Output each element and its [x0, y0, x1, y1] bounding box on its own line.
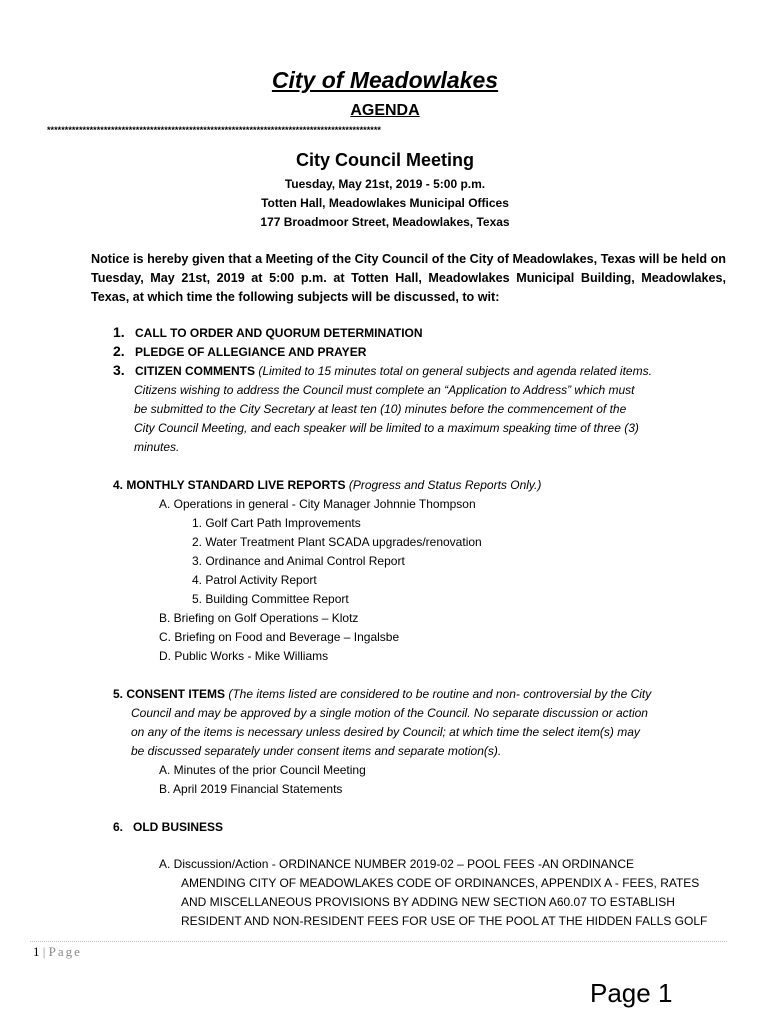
item-4-sub-a: A. Operations in general - City Manager Johnnie Thompson: [159, 497, 476, 511]
meeting-location: Totten Hall, Meadowlakes Municipal Offices: [261, 196, 509, 210]
item-3-first-line: [135, 362, 652, 381]
item-number: 1.: [113, 324, 125, 340]
page-word: Page: [48, 944, 82, 959]
page-label: Page 1: [590, 978, 673, 1008]
footer-page-number: [33, 944, 82, 960]
item-5-text-line: (The items listed are considered to be routine and non- controversial by the City: [228, 687, 652, 701]
agenda-item-1: [113, 323, 125, 343]
item-4-a-subitem: 3. Ordinance and Animal Control Report: [192, 554, 405, 568]
item-4-a-subitem: 2. Water Treatment Plant SCADA upgrades/renovation: [192, 535, 482, 549]
item-4-a-subitem: 4. Patrol Activity Report: [192, 573, 317, 587]
agenda-heading: AGENDA: [350, 102, 420, 119]
item-6-a-line: A. Discussion/Action - ORDINANCE NUMBER 2019-02 – POOL FEES -AN ORDINANCE: [159, 857, 635, 871]
agenda-item-2: [113, 342, 125, 362]
item-6-a-line: AMENDING CITY OF MEADOWLAKES CODE OF ORDINANCES, APPENDIX A - FEES, RATES: [181, 876, 700, 890]
item-2-title: PLEDGE OF ALLEGIANCE AND PRAYER: [135, 345, 367, 359]
item-3-text-line: City Council Meeting, and each speaker will be limited to a maximum speaking time of three (3): [134, 421, 639, 435]
item-4-note: (Progress and Status Reports Only.): [348, 478, 542, 492]
agenda-item-4: [113, 476, 541, 495]
document-title: City of Meadowlakes: [271, 67, 499, 93]
item-4-a-subitem: 1. Golf Cart Path Improvements: [192, 516, 361, 530]
item-3-text-line: (Limited to 15 minutes total on general subjects and agenda related items.: [258, 364, 652, 378]
item-5-sub-a: A. Minutes of the prior Council Meeting: [159, 763, 366, 777]
item-5-title: 5. CONSENT ITEMS: [113, 687, 226, 701]
meeting-name: City Council Meeting: [295, 150, 474, 170]
footer-divider: [30, 941, 727, 942]
item-4-sub-b: B. Briefing on Golf Operations – Klotz: [159, 611, 359, 625]
agenda-item-5: [113, 685, 651, 704]
meeting-date-time: Tuesday, May 21st, 2019 - 5:00 p.m.: [284, 177, 486, 191]
item-6-a-line: RESIDENT AND NON-RESIDENT FEES FOR USE OF THE POOL AT THE HIDDEN FALLS GOLF: [181, 914, 708, 928]
page-number: 1: [33, 944, 40, 959]
asterisk-separator: **********************************************************************************************: [47, 125, 381, 135]
meeting-address: 177 Broadmoor Street, Meadowlakes, Texas: [260, 215, 510, 229]
item-3-text-line: be submitted to the City Secretary at least ten (10) minutes before the commencement of the: [134, 402, 627, 416]
item-6-title: 6. OLD BUSINESS: [113, 820, 224, 834]
item-3-text-line: minutes.: [134, 440, 180, 454]
notice-paragraph: Notice is hereby given that a Meeting of the City Council of the City of Meadowlakes, Texas will be held on Tuesday, May 21st, 2019 at 5:00 p.m. at Totten Hall, Meadowlakes Municipal Building, Meadowlakes, Texas, at which time the following subjects will be discussed, to wit:: [91, 252, 726, 304]
item-3-text-line: Citizens wishing to address the Council must complete an “Application to Address” which must: [134, 383, 635, 397]
item-5-text-line: on any of the items is necessary unless desired by Council; at which time the select item(s) may: [131, 725, 640, 739]
item-6-a-line: AND MISCELLANEOUS PROVISIONS BY ADDING NEW SECTION A60.07 TO ESTABLISH: [181, 895, 675, 909]
item-number: 2.: [113, 343, 125, 359]
agenda-item-3: [113, 361, 125, 381]
item-4-a-subitem: 5. Building Committee Report: [192, 592, 349, 606]
item-4-title: 4. MONTHLY STANDARD LIVE REPORTS: [113, 478, 346, 492]
page-separator: |: [42, 944, 46, 959]
item-4-sub-c: C. Briefing on Food and Beverage – Ingalsbe: [159, 630, 400, 644]
item-1-title: CALL TO ORDER AND QUORUM DETERMINATION: [135, 326, 423, 340]
item-5-text-line: be discussed separately under consent items and separate motion(s).: [131, 744, 502, 758]
item-number: 3.: [113, 362, 125, 378]
item-3-title: CITIZEN COMMENTS: [135, 364, 255, 378]
item-5-sub-b: B. April 2019 Financial Statements: [159, 782, 343, 796]
item-5-text-line: Council and may be approved by a single motion of the Council. No separate discussion or action: [131, 706, 648, 720]
item-4-sub-d: D. Public Works - Mike Williams: [159, 649, 329, 663]
